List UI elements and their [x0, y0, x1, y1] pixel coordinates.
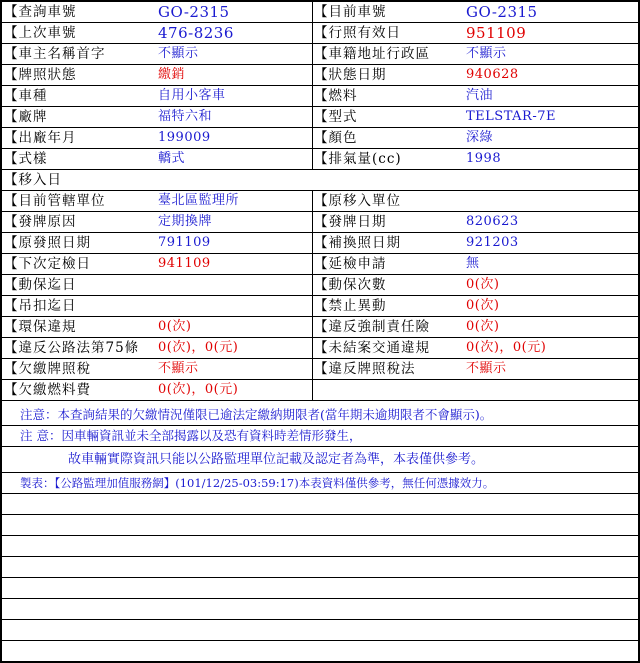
- blank-row: [2, 578, 638, 599]
- column-divider: [312, 44, 313, 64]
- record-row: [2, 44, 638, 65]
- note-text-1: 注意：本查詢結果的欠繳情況僅限已逾法定繳納期限者(當年期未逾期限者不會顯示)。: [20, 407, 493, 422]
- column-divider: [312, 23, 313, 43]
- field-value: 0(次): [466, 277, 500, 292]
- field-value: 不顯示: [158, 46, 199, 61]
- field-label: 【出廠年月: [4, 130, 77, 146]
- field-value: [466, 380, 636, 400]
- field-value: 0(次)，0(元): [466, 340, 547, 355]
- record-row: [2, 359, 638, 380]
- field-label: 【牌照狀態: [4, 67, 77, 83]
- column-divider: [312, 233, 313, 253]
- column-divider: [312, 275, 313, 295]
- field-value: [158, 296, 308, 316]
- note-text-4: 製表：【公路監理加值服務網】(101/12/25-03:59:17)本表資料僅供參考，無任何憑據效力。: [20, 476, 495, 490]
- field-label: 【違反公路法第75條: [4, 340, 140, 356]
- field-value: [158, 170, 308, 190]
- field-label: 【上次車號: [4, 25, 77, 41]
- record-row: [2, 23, 638, 44]
- field-value: [158, 275, 308, 295]
- field-value: 820623: [466, 214, 519, 229]
- note-line-1: [2, 405, 638, 426]
- record-row: [2, 86, 638, 107]
- field-label: 【式樣: [4, 151, 48, 167]
- record-row: [2, 275, 638, 296]
- field-value: 不顯示: [466, 46, 507, 61]
- field-value: 941109: [158, 256, 211, 271]
- field-label: 【環保違規: [4, 319, 77, 335]
- field-value: 199009: [158, 130, 211, 145]
- field-label: 【車籍地址行政區: [314, 46, 430, 62]
- blank-row: [2, 599, 638, 620]
- record-row: [2, 317, 638, 338]
- field-label: 【車種: [4, 88, 48, 104]
- column-divider: [312, 65, 313, 85]
- field-label: 【延檢申請: [314, 256, 387, 272]
- field-label: 【下次定檢日: [4, 256, 91, 272]
- field-label: 【型式: [314, 109, 358, 125]
- record-row: [2, 254, 638, 275]
- field-value: GO-2315: [466, 3, 538, 21]
- blank-row: [2, 641, 638, 661]
- field-value: 無: [466, 256, 480, 271]
- field-value: 0(次)，0(元): [158, 382, 239, 397]
- field-label: 【行照有效日: [314, 25, 401, 41]
- field-value: 940628: [466, 67, 519, 82]
- field-label: 【狀態日期: [314, 67, 387, 83]
- field-label: 【欠繳燃料費: [4, 382, 91, 398]
- column-divider: [312, 86, 313, 106]
- field-value: 0(次): [466, 319, 500, 334]
- field-value: 轎式: [158, 151, 186, 166]
- field-label: 【移入日: [4, 172, 62, 188]
- field-label: 【違反強制責任險: [314, 319, 430, 335]
- field-label: 【動保次數: [314, 277, 387, 293]
- column-divider: [312, 107, 313, 127]
- field-value: TELSTAR-7E: [466, 109, 556, 124]
- column-divider: [312, 317, 313, 337]
- column-divider: [312, 128, 313, 148]
- field-label: 【顏色: [314, 130, 358, 146]
- field-value: 定期換牌: [158, 214, 213, 229]
- field-label: 【違反牌照稅法: [314, 361, 416, 377]
- record-row: [2, 2, 638, 23]
- field-value: [466, 170, 636, 190]
- note-text-3: 故車輛實際資訊只能以公路監理單位記載及認定者為準，本表僅供參考。: [68, 452, 485, 467]
- field-value: 921203: [466, 235, 519, 250]
- record-row: [2, 212, 638, 233]
- column-divider: [312, 254, 313, 274]
- field-value: 不顯示: [466, 361, 507, 376]
- field-label: 【原移入單位: [314, 193, 401, 209]
- field-value: 1998: [466, 151, 502, 166]
- column-divider: [312, 380, 313, 400]
- field-value: 汽油: [466, 88, 494, 103]
- field-value: GO-2315: [158, 3, 230, 21]
- note-line-4: [2, 473, 638, 494]
- record-row: [2, 170, 638, 191]
- field-value: 0(次)，0(元): [158, 340, 239, 355]
- field-value: 791109: [158, 235, 211, 250]
- field-value: [466, 191, 636, 211]
- field-label: 【排氣量(cc): [314, 151, 402, 167]
- record-row: [2, 233, 638, 254]
- field-label: 【原發照日期: [4, 235, 91, 251]
- record-row: [2, 296, 638, 317]
- column-divider: [312, 2, 313, 22]
- field-value: 476-8236: [158, 24, 234, 42]
- note-line-2: [2, 426, 638, 447]
- note-line-3: [2, 447, 638, 473]
- field-label: 【未結案交通違規: [314, 340, 430, 356]
- field-label: [314, 170, 464, 190]
- field-value: 繳銷: [158, 67, 186, 82]
- field-value: 深綠: [466, 130, 494, 145]
- column-divider: [312, 296, 313, 316]
- record-row: [2, 380, 638, 401]
- blank-row: [2, 557, 638, 578]
- field-value: 不顯示: [158, 361, 199, 376]
- field-label: 【查詢車號: [4, 4, 77, 20]
- field-label: 【發牌原因: [4, 214, 77, 230]
- field-label: 【動保迄日: [4, 277, 77, 293]
- field-value: 0(次): [466, 298, 500, 313]
- field-label: 【目前管轄單位: [4, 193, 106, 209]
- record-row: [2, 149, 638, 170]
- field-label: 【發牌日期: [314, 214, 387, 230]
- field-label: 【目前車號: [314, 4, 387, 20]
- blank-row: [2, 515, 638, 536]
- column-divider: [312, 149, 313, 169]
- field-label: 【吊扣迄日: [4, 298, 77, 314]
- blank-row: [2, 494, 638, 515]
- blank-row: [2, 620, 638, 641]
- field-value: 0(次): [158, 319, 192, 334]
- column-divider: [312, 359, 313, 379]
- field-value: 自用小客車: [158, 88, 226, 103]
- field-label: 【廠牌: [4, 109, 48, 125]
- record-row: [2, 128, 638, 149]
- record-row: [2, 338, 638, 359]
- record-row: [2, 191, 638, 212]
- field-value: 951109: [466, 24, 527, 42]
- column-divider: [312, 338, 313, 358]
- field-label: 【補換照日期: [314, 235, 401, 251]
- field-label: 【燃料: [314, 88, 358, 104]
- column-divider: [312, 191, 313, 211]
- field-label: 【欠繳牌照稅: [4, 361, 91, 377]
- field-value: 福特六和: [158, 109, 213, 124]
- note-text-2: 注 意：因車輛資訊並未全部揭露以及恐有資料時差情形發生，: [20, 428, 362, 443]
- column-divider: [312, 212, 313, 232]
- field-label: [314, 380, 464, 400]
- field-label: 【禁止異動: [314, 298, 387, 314]
- field-label: 【車主名稱首字: [4, 46, 106, 62]
- record-row: [2, 107, 638, 128]
- blank-row: [2, 536, 638, 557]
- field-value: 臺北區監理所: [158, 193, 240, 208]
- record-row: [2, 65, 638, 86]
